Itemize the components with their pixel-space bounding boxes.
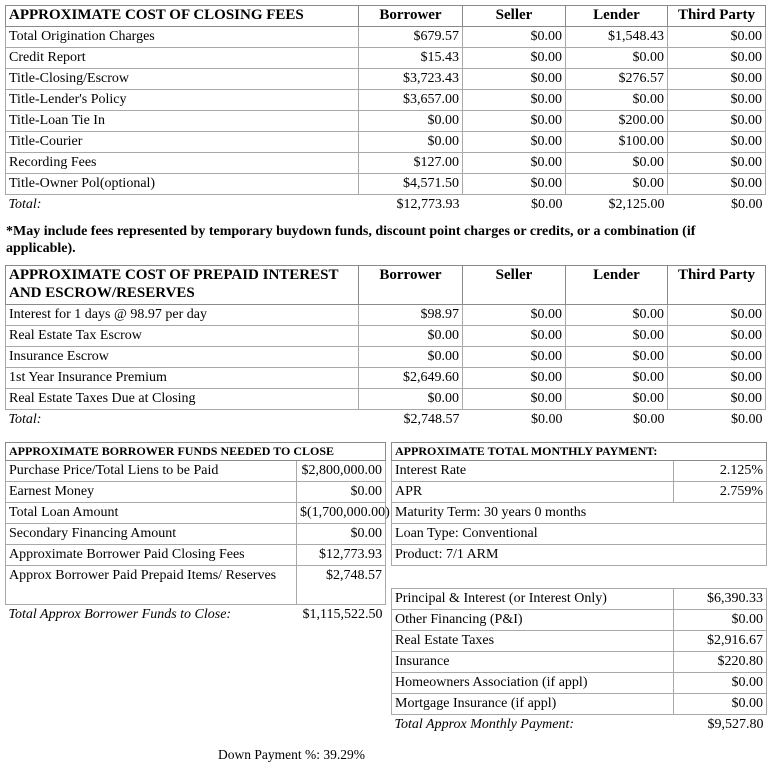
column-header-borrower: Borrower — [359, 266, 463, 305]
payment-value: $6,390.33 — [674, 589, 767, 610]
funds-label: Total Loan Amount — [6, 503, 297, 524]
payment-breakdown-table — [391, 588, 767, 735]
table-row — [392, 482, 767, 503]
funds-label: Secondary Financing Amount — [6, 524, 297, 545]
funds-value: $12,773.93 — [297, 545, 386, 566]
total-label: Total: — [6, 195, 359, 216]
fee-lender-value: $100.00 — [566, 132, 668, 153]
closing-fees-table — [5, 5, 766, 215]
table-row — [6, 368, 766, 389]
monthly-payment-title: APPROXIMATE TOTAL MONTHLY PAYMENT: — [392, 443, 767, 461]
payment-value: $0.00 — [674, 610, 767, 631]
payment-value: $0.00 — [674, 673, 767, 694]
table-row — [6, 545, 386, 566]
fee-label: Title-Closing/Escrow — [6, 69, 359, 90]
fee-seller-value: $0.00 — [463, 27, 566, 48]
table-row — [6, 461, 386, 482]
closing-fees-total-row — [6, 195, 766, 216]
table-row — [6, 153, 766, 174]
fee-label: Real Estate Taxes Due at Closing — [6, 389, 359, 410]
column-header-borrower: Borrower — [359, 6, 463, 27]
fee-seller-value: $0.00 — [463, 326, 566, 347]
payment-label: Other Financing (P&I) — [392, 610, 674, 631]
fee-lender-value: $0.00 — [566, 48, 668, 69]
rate-value: 2.759% — [674, 482, 767, 503]
payment-value: $220.80 — [674, 652, 767, 673]
payment-value: $0.00 — [674, 694, 767, 715]
fee-borrower-value: $98.97 — [359, 305, 463, 326]
fee-lender-value: $0.00 — [566, 174, 668, 195]
total-label: Total Approx Monthly Payment: — [392, 715, 674, 736]
loan-type-text: Loan Type: Conventional — [392, 524, 767, 545]
fee-lender-value: $0.00 — [566, 305, 668, 326]
fee-lender-value: $276.57 — [566, 69, 668, 90]
fee-third-party-value: $0.00 — [668, 48, 766, 69]
fee-third-party-value: $0.00 — [668, 90, 766, 111]
fee-label: Recording Fees — [6, 153, 359, 174]
monthly-payment-section — [391, 442, 766, 735]
table-row — [392, 610, 767, 631]
rate-label: Interest Rate — [392, 461, 674, 482]
total-borrower-value: $2,748.57 — [359, 410, 463, 431]
table-row — [6, 389, 766, 410]
fee-lender-value: $0.00 — [566, 389, 668, 410]
monthly-payment-table — [391, 442, 767, 566]
fee-lender-value: $0.00 — [566, 326, 668, 347]
fee-lender-value: $0.00 — [566, 90, 668, 111]
table-row — [392, 673, 767, 694]
total-lender-value: $2,125.00 — [566, 195, 668, 216]
buydown-footnote: *May include fees represented by temporary buydown funds, discount point charges or credits, or a combination (if applicable). — [6, 224, 696, 256]
fee-seller-value: $0.00 — [463, 305, 566, 326]
borrower-funds-header-row — [6, 443, 386, 461]
payment-label: Principal & Interest (or Interest Only) — [392, 589, 674, 610]
table-row — [392, 461, 767, 482]
fee-label: Title-Owner Pol(optional) — [6, 174, 359, 195]
total-seller-value: $0.00 — [463, 410, 566, 431]
column-header-seller: Seller — [463, 6, 566, 27]
fee-lender-value: $1,548.43 — [566, 27, 668, 48]
fee-label: Credit Report — [6, 48, 359, 69]
fee-label: Real Estate Tax Escrow — [6, 326, 359, 347]
table-row — [392, 631, 767, 652]
table-row — [6, 326, 766, 347]
table-row — [6, 90, 766, 111]
table-row — [392, 545, 767, 566]
fee-third-party-value: $0.00 — [668, 111, 766, 132]
fee-third-party-value: $0.00 — [668, 132, 766, 153]
payment-label: Real Estate Taxes — [392, 631, 674, 652]
prepaid-header-row — [6, 266, 766, 305]
table-row — [6, 69, 766, 90]
borrower-funds-total-row — [6, 605, 386, 626]
borrower-funds-table — [5, 442, 390, 625]
fee-label: Total Origination Charges — [6, 27, 359, 48]
closing-fees-header-row — [6, 6, 766, 27]
funds-value: $0.00 — [297, 482, 386, 503]
table-row — [6, 132, 766, 153]
fee-third-party-value: $0.00 — [668, 305, 766, 326]
column-header-lender: Lender — [566, 266, 668, 305]
down-payment-text: Down Payment %: 39.29% — [218, 747, 365, 762]
total-borrower-value: $12,773.93 — [359, 195, 463, 216]
prepaid-table — [5, 265, 766, 430]
total-label: Total Approx Borrower Funds to Close: — [6, 605, 297, 626]
column-header-third-party: Third Party — [668, 266, 766, 305]
funds-value: $0.00 — [297, 524, 386, 545]
fee-borrower-value: $0.00 — [359, 326, 463, 347]
column-header-seller: Seller — [463, 266, 566, 305]
fee-borrower-value: $127.00 — [359, 153, 463, 174]
fee-third-party-value: $0.00 — [668, 389, 766, 410]
fee-label: Title-Loan Tie In — [6, 111, 359, 132]
payment-label: Mortgage Insurance (if appl) — [392, 694, 674, 715]
payment-label: Homeowners Association (if appl) — [392, 673, 674, 694]
fee-seller-value: $0.00 — [463, 368, 566, 389]
fee-seller-value: $0.00 — [463, 90, 566, 111]
borrower-funds-title: APPROXIMATE BORROWER FUNDS NEEDED TO CLOSE — [6, 443, 386, 461]
fee-seller-value: $0.00 — [463, 174, 566, 195]
fee-label: Interest for 1 days @ 98.97 per day — [6, 305, 359, 326]
funds-value: $2,800,000.00 — [297, 461, 386, 482]
table-row — [392, 652, 767, 673]
payment-value: $2,916.67 — [674, 631, 767, 652]
fee-label: Insurance Escrow — [6, 347, 359, 368]
table-row — [6, 305, 766, 326]
fee-label: 1st Year Insurance Premium — [6, 368, 359, 389]
fee-third-party-value: $0.00 — [668, 153, 766, 174]
table-row — [392, 524, 767, 545]
fee-borrower-value: $3,723.43 — [359, 69, 463, 90]
funds-label: Approximate Borrower Paid Closing Fees — [6, 545, 297, 566]
prepaid-title: APPROXIMATE COST OF PREPAID INTEREST AND ESCROW/RESERVES — [6, 266, 359, 305]
closing-fees-title: APPROXIMATE COST OF CLOSING FEES — [6, 6, 359, 27]
prepaid-total-row — [6, 410, 766, 431]
fee-seller-value: $0.00 — [463, 347, 566, 368]
table-row — [392, 589, 767, 610]
payment-label: Insurance — [392, 652, 674, 673]
funds-label: Earnest Money — [6, 482, 297, 503]
rate-label: APR — [392, 482, 674, 503]
fee-borrower-value: $2,649.60 — [359, 368, 463, 389]
fee-borrower-value: $3,657.00 — [359, 90, 463, 111]
total-third-party-value: $0.00 — [668, 195, 766, 216]
fee-borrower-value: $0.00 — [359, 347, 463, 368]
total-third-party-value: $0.00 — [668, 410, 766, 431]
table-row — [6, 524, 386, 545]
fee-seller-value: $0.00 — [463, 69, 566, 90]
table-row — [392, 503, 767, 524]
fee-third-party-value: $0.00 — [668, 174, 766, 195]
funds-value: $(1,700,000.00) — [297, 503, 386, 524]
fee-third-party-value: $0.00 — [668, 326, 766, 347]
fee-seller-value: $0.00 — [463, 389, 566, 410]
fee-borrower-value: $0.00 — [359, 132, 463, 153]
table-row — [6, 174, 766, 195]
table-row — [6, 503, 386, 524]
fee-seller-value: $0.00 — [463, 48, 566, 69]
table-row — [6, 111, 766, 132]
fee-lender-value: $0.00 — [566, 347, 668, 368]
fee-third-party-value: $0.00 — [668, 368, 766, 389]
maturity-term-text: Maturity Term: 30 years 0 months — [392, 503, 767, 524]
total-value: $9,527.80 — [674, 715, 767, 736]
total-value: $1,115,522.50 — [297, 605, 386, 626]
column-header-lender: Lender — [566, 6, 668, 27]
fee-label: Title-Courier — [6, 132, 359, 153]
fee-borrower-value: $0.00 — [359, 111, 463, 132]
funds-value: $2,748.57 — [297, 566, 386, 605]
table-row — [6, 27, 766, 48]
fee-seller-value: $0.00 — [463, 132, 566, 153]
fee-lender-value: $0.00 — [566, 153, 668, 174]
table-row — [6, 482, 386, 503]
fee-borrower-value: $4,571.50 — [359, 174, 463, 195]
fee-borrower-value: $679.57 — [359, 27, 463, 48]
table-row — [6, 347, 766, 368]
product-text: Product: 7/1 ARM — [392, 545, 767, 566]
fee-third-party-value: $0.00 — [668, 347, 766, 368]
total-label: Total: — [6, 410, 359, 431]
total-seller-value: $0.00 — [463, 195, 566, 216]
funds-label: Purchase Price/Total Liens to be Paid — [6, 461, 297, 482]
table-row — [6, 566, 386, 605]
monthly-payment-header-row — [392, 443, 767, 461]
fee-third-party-value: $0.00 — [668, 27, 766, 48]
total-lender-value: $0.00 — [566, 410, 668, 431]
fee-label: Title-Lender's Policy — [6, 90, 359, 111]
monthly-total-row — [392, 715, 767, 736]
rate-value: 2.125% — [674, 461, 767, 482]
bottom-section — [5, 442, 765, 735]
fee-seller-value: $0.00 — [463, 111, 566, 132]
fee-third-party-value: $0.00 — [668, 69, 766, 90]
fee-borrower-value: $15.43 — [359, 48, 463, 69]
fee-lender-value: $0.00 — [566, 368, 668, 389]
table-row — [6, 48, 766, 69]
fee-seller-value: $0.00 — [463, 153, 566, 174]
fee-borrower-value: $0.00 — [359, 389, 463, 410]
funds-label: Approx Borrower Paid Prepaid Items/ Reserves — [6, 566, 297, 605]
table-row — [392, 694, 767, 715]
fee-lender-value: $200.00 — [566, 111, 668, 132]
column-header-third-party: Third Party — [668, 6, 766, 27]
